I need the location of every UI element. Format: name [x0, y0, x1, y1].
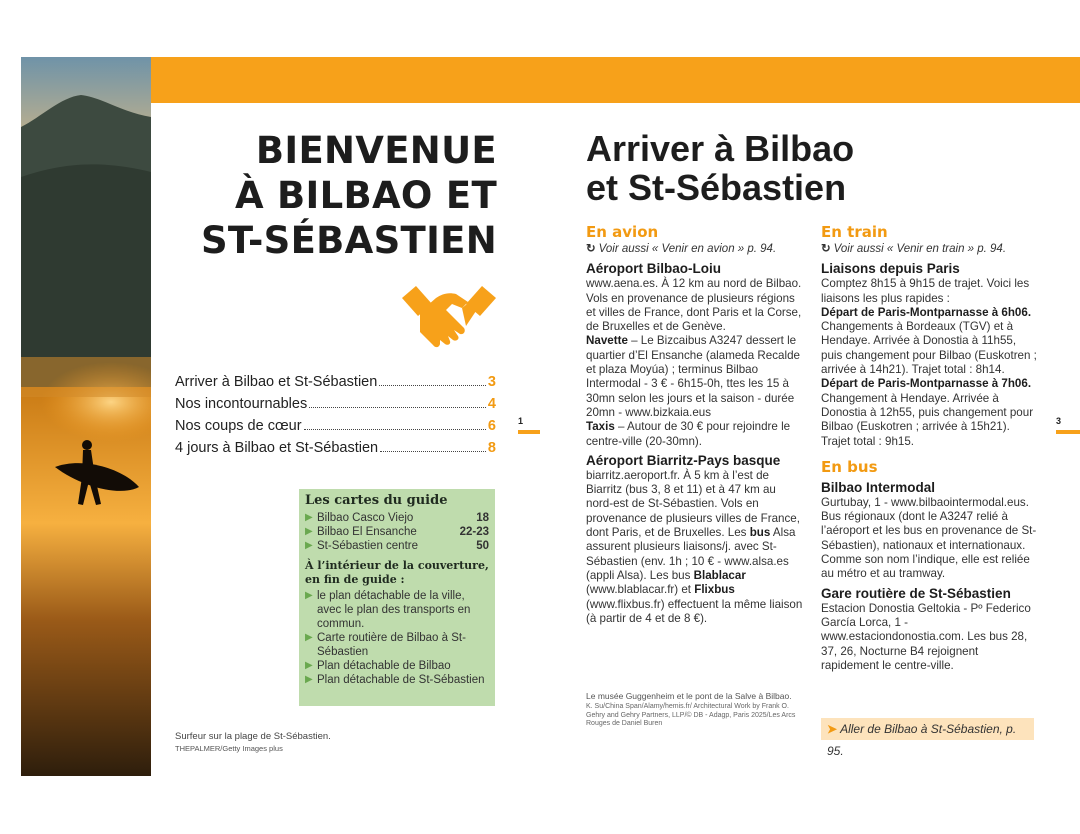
bilbao-intermodal-heading: Bilbao Intermodal — [821, 479, 936, 495]
inside-cover-item-label: Plan détachable de Bilbao — [317, 660, 451, 672]
photo-caption-text: Surfeur sur la plage de St-Sébastien. — [175, 731, 331, 742]
triangle-bullet-icon: ▶ — [305, 540, 313, 551]
departure-2-label: Départ de Paris-Montparnasse à 7h06. — [821, 377, 1032, 391]
arrival-title-line: et St-Sébastien — [586, 167, 847, 208]
guide-maps-box — [299, 489, 495, 706]
inside-cover-item-label: Carte routière de Bilbao à St-Sébastien — [317, 632, 466, 658]
welcome-title-line: BIENVENUE — [255, 129, 497, 172]
arrow-right-icon: ➤ — [827, 722, 838, 736]
inside-cover-heading: À l’intérieur de la couverture, en fin de guide : — [305, 559, 489, 586]
triangle-bullet-icon: ▶ — [305, 660, 313, 671]
airport-biarritz-text: biarritz.aeroport.fr. À 5 km à l’est de Biarritz (bus 3, 8 et 11) et à 47 km au nord-est de St-Sébastien. Vols en provenance de plusieurs villes de France, dont Paris, et de Bruxelles. Les — [586, 468, 800, 540]
paris-connections-text — [821, 277, 1039, 449]
toc-dot-leader — [309, 407, 486, 408]
taxis-label: Taxis — [586, 420, 615, 434]
arrival-title-line: Arriver à Bilbao — [586, 128, 855, 169]
map-entry-label: Bilbao Casco Viejo — [317, 512, 414, 524]
inside-cover-item — [305, 631, 489, 659]
toc-entry-page: 4 — [487, 396, 496, 412]
st-sebastien-bus-station-text: Estacion Donostia Geltokia - Pº Federico García Lorca, 1 - www.estaciondonostia.com. Les bus 28, 37, 26, Nocturne B4 rejoignent rapidement le centre-ville. — [821, 601, 1031, 672]
paris-connections-intro: Comptez 8h15 à 9h15 de trajet. Voici les liaisons les plus rapides : — [821, 277, 1030, 305]
toc-entry-label: Arriver à Bilbao et St-Sébastien — [175, 374, 378, 390]
inside-cover-item — [305, 659, 489, 673]
page-number-marker — [518, 430, 540, 434]
toc-entry-page: 6 — [487, 418, 496, 434]
toc-dot-leader — [379, 385, 486, 386]
see-also-arrow-icon: ↻ — [586, 243, 596, 255]
see-also-arrow-icon: ↻ — [821, 243, 831, 255]
photo-credit: K. Su/China Span/Alamy/hemis.fr/ Architectural Work by Frank O. Gehry and Gehry Partners, LLP/© DB - Adagp, Paris 2025/Les Arcs Rouges de Daniel Buren — [586, 703, 796, 727]
airport-biarritz-text: (www.blablacar.fr) et — [586, 583, 695, 597]
train-see-also-text: Voir aussi « Venir en train » p. 94. — [833, 243, 1007, 255]
photo-credit: THEPALMER/Getty Images plus — [175, 744, 283, 753]
triangle-bullet-icon: ▶ — [305, 526, 313, 537]
toc-entry-label: Nos incontournables — [175, 396, 308, 412]
departure-1-text: Changements à Bordeaux (TGV) et à Hendaye. Arrivée à Donostia à 11h55, puis changement pour Bilbao (Euskotren ; arrivée à 14h21). Trajet total : 8h14. — [821, 320, 1037, 377]
paris-connections-heading: Liaisons depuis Paris — [821, 261, 960, 277]
train-see-also[interactable] — [821, 242, 1039, 256]
inside-cover-item — [305, 673, 489, 687]
navette-text: – Le Bizcaibus A3247 dessert le quartier d’El Ensanche (alameda Recalde et plaza Moyúa) ; terminus Bilbao Intermodal - 3 € - 6h15-0h, ttes les 15 à 30mn selon les jours et la saison - durée 20mn - www.bizkaia.eus — [586, 334, 800, 419]
airport-biarritz-text: (www.flixbus.fr) effectuent la même liaison (à partir de 4 et de 8 €). — [586, 597, 803, 625]
plane-column — [586, 222, 804, 629]
photo-caption-left — [175, 731, 331, 755]
map-entry-label: St-Sébastien centre — [317, 540, 419, 552]
toc-entry-page: 8 — [487, 440, 496, 456]
goto-link-box[interactable] — [821, 718, 1034, 758]
map-entry-label: Bilbao El Ensanche — [317, 526, 417, 538]
map-entry — [305, 511, 489, 525]
header-bar — [151, 57, 1080, 103]
airport-biarritz-text: Alsa assurent plusieurs liaisons/j. avec St-Sébastien (env. 1h ; 10 € - www.alsa.es (appli Alsa). Les bus — [586, 526, 796, 582]
taxis-text: – Autour de 30 € pour rejoindre le centre-ville (20-30mn). — [586, 420, 791, 448]
blablacar-label: Blablacar — [693, 568, 746, 582]
inside-cover-item — [305, 589, 489, 631]
surfer-photo-illustration — [21, 57, 151, 776]
toc-dot-leader — [304, 429, 486, 430]
page-number-right: 3 — [1056, 416, 1062, 426]
airport-biarritz-description — [586, 469, 804, 626]
map-entry — [305, 539, 489, 553]
welcome-title-line: ST-SÉBASTIEN — [200, 219, 497, 262]
triangle-bullet-icon: ▶ — [305, 674, 313, 685]
table-of-contents — [175, 374, 496, 462]
photo-caption-text: Le musée Guggenheim et le pont de la Salve à Bilbao. — [586, 691, 792, 701]
bilbao-intermodal-text: Gurtubay, 1 - www.bilbaointermodal.eus. Bus régionaux (dont le A3247 relié à l’aéroport et les bus en provenance de St-Sébastien), nationaux et internationaux. Comme son nom l’indique, elle est reliée au métro et au tramway. — [821, 495, 1037, 581]
plane-see-also-text: Voir aussi « Venir en avion » p. 94. — [598, 243, 777, 255]
flixbus-label: Flixbus — [694, 583, 735, 597]
navette-label: Navette — [586, 334, 628, 348]
surfer-photo — [21, 57, 151, 776]
train-section-heading: En train — [821, 223, 888, 241]
toc-entry[interactable] — [175, 396, 496, 418]
welcome-title — [175, 128, 497, 263]
toc-entry[interactable] — [175, 418, 496, 440]
bus-label: bus — [749, 526, 771, 540]
goto-link-text: Aller de Bilbao à St-Sébastien, p. 95. — [827, 722, 1017, 758]
photo-caption-right — [586, 691, 796, 729]
handshake-icon — [402, 278, 496, 352]
map-entry-page: 22-23 — [459, 526, 489, 538]
triangle-bullet-icon: ▶ — [305, 632, 313, 643]
inside-cover-item-label: Plan détachable de St-Sébastien — [317, 674, 485, 686]
toc-dot-leader — [380, 451, 486, 452]
st-sebastien-bus-station-heading: Gare routière de St-Sébastien — [821, 585, 1011, 601]
page-number-left: 1 — [518, 416, 524, 426]
departure-1-label: Départ de Paris-Montparnasse à 6h06. — [821, 305, 1032, 319]
bus-section-heading: En bus — [821, 457, 878, 476]
toc-entry[interactable] — [175, 440, 496, 462]
map-entry — [305, 525, 489, 539]
arrival-title — [586, 129, 854, 207]
toc-entry-label: 4 jours à Bilbao et St-Sébastien — [175, 440, 379, 456]
airport-bilbao-description — [586, 277, 804, 449]
page-number-marker — [1056, 430, 1080, 434]
train-bus-column — [821, 222, 1039, 676]
triangle-bullet-icon: ▶ — [305, 512, 313, 523]
map-entry-page: 18 — [476, 512, 489, 524]
toc-entry-page: 3 — [487, 374, 496, 390]
plane-section-heading: En avion — [586, 223, 659, 241]
triangle-bullet-icon: ▶ — [305, 590, 313, 601]
welcome-title-line: À BILBAO ET — [234, 174, 497, 217]
toc-entry[interactable] — [175, 374, 496, 396]
inside-cover-item-label: le plan détachable de la ville, avec le plan des transports en commun. — [317, 590, 471, 630]
airport-bilbao-text: www.aena.es. À 12 km au nord de Bilbao. Vols en provenance de plusieurs régions et villes de France, dont Paris et la Corse, de Bruxelles et de Genève. — [586, 277, 802, 334]
airport-bilbao-heading: Aéroport Bilbao-Loiu — [586, 261, 721, 277]
toc-entry-label: Nos coups de cœur — [175, 418, 302, 434]
maps-box-heading: Les cartes du guide — [305, 493, 448, 508]
plane-see-also[interactable] — [586, 242, 804, 256]
departure-2-text: Changement à Hendaye. Arrivée à Donostia à 12h55, puis changement pour Bilbao (Euskotren ; arrivée à 15h21). Trajet total : 9h15. — [821, 391, 1034, 448]
airport-biarritz-heading: Aéroport Biarritz-Pays basque — [586, 452, 781, 468]
map-entry-page: 50 — [476, 540, 489, 552]
